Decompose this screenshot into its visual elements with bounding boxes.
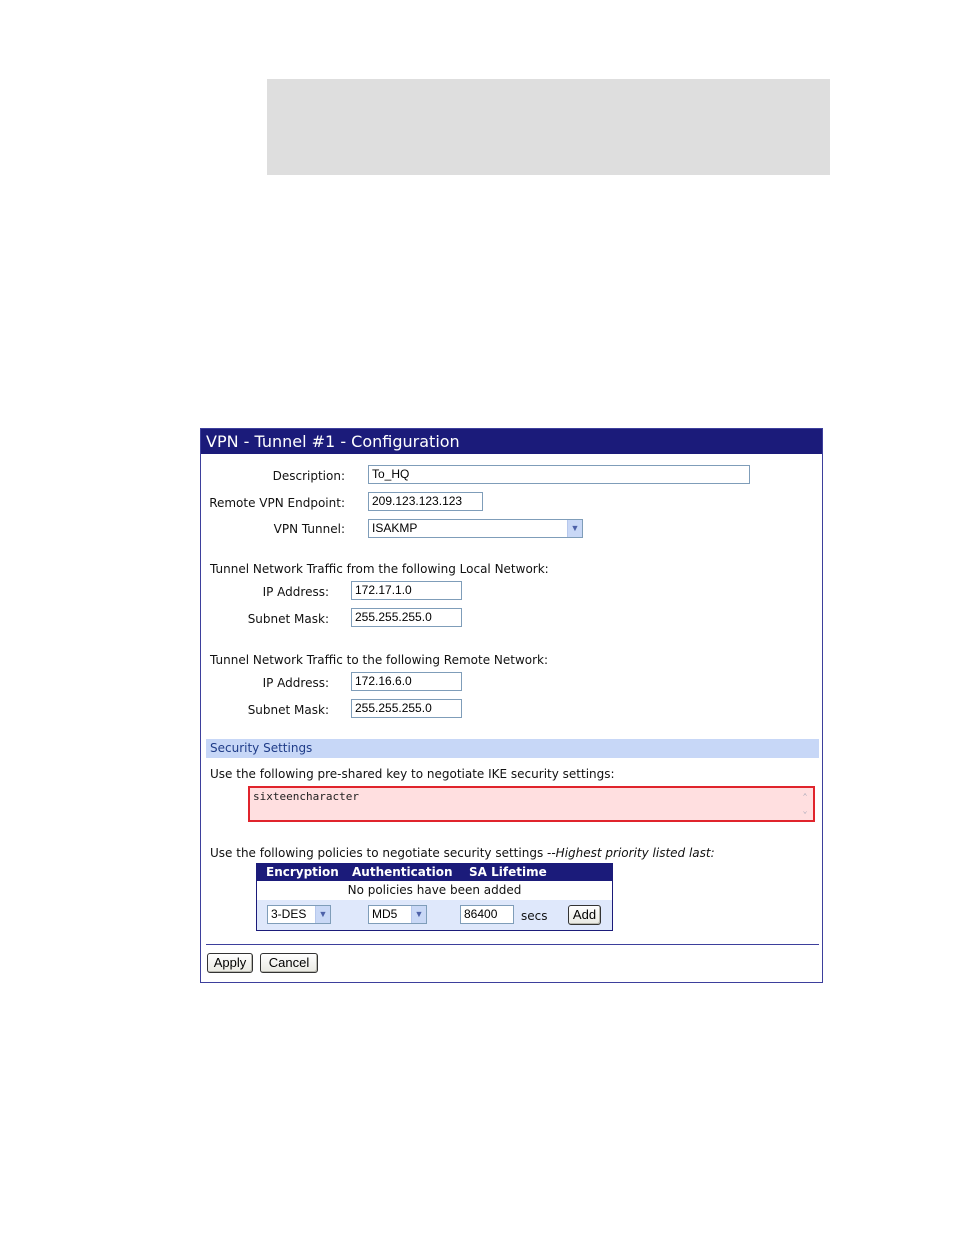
col-sa-lifetime: SA Lifetime	[469, 865, 547, 879]
psk-instruction: Use the following pre-shared key to negotiate IKE security settings:	[210, 767, 615, 781]
description-label: Description:	[272, 469, 345, 483]
remote-mask-input[interactable]: 255.255.255.0	[351, 699, 462, 718]
psk-scrollbar[interactable]	[799, 790, 811, 818]
authentication-selected-value: MD5	[372, 907, 398, 921]
local-mask-input[interactable]: 255.255.255.0	[351, 608, 462, 627]
encryption-selected-value: 3-DES	[271, 907, 307, 921]
remote-endpoint-input[interactable]: 209.123.123.123	[368, 492, 483, 511]
col-authentication: Authentication	[352, 865, 453, 879]
empty-policies-message: No policies have been added	[347, 883, 522, 897]
local-ip-label: IP Address:	[262, 585, 329, 599]
remote-network-heading: Tunnel Network Traffic to the following Remote Network:	[210, 653, 549, 667]
policy-table-header	[257, 864, 612, 881]
local-mask-label: Subnet Mask:	[247, 612, 329, 626]
psk-textarea[interactable]	[248, 786, 815, 822]
apply-button[interactable]: Apply	[207, 953, 253, 973]
remote-ip-input[interactable]: 172.16.6.0	[351, 672, 462, 691]
description-input[interactable]: To_HQ	[368, 465, 750, 484]
policies-instruction-italic: Highest priority listed last:	[555, 846, 715, 860]
scroll-down-arrow-icon[interactable]: ⌄	[802, 806, 808, 815]
sa-lifetime-unit: secs	[521, 909, 548, 923]
chevron-down-icon[interactable]: ▼	[315, 906, 330, 923]
remote-endpoint-label: Remote VPN Endpoint:	[209, 496, 345, 510]
panel-title: VPN - Tunnel #1 - Configuration	[201, 429, 822, 454]
header-placeholder-box	[267, 79, 830, 175]
chevron-down-icon[interactable]: ▼	[411, 906, 426, 923]
remote-mask-label: Subnet Mask:	[247, 703, 329, 717]
remote-ip-label: IP Address:	[262, 676, 329, 690]
action-divider	[206, 944, 819, 945]
col-encryption: Encryption	[266, 865, 339, 879]
add-policy-button[interactable]: Add	[568, 905, 601, 925]
security-settings-section-title: Security Settings	[206, 739, 819, 758]
vpn-tunnel-select[interactable]	[368, 519, 583, 538]
chevron-down-icon[interactable]: ▼	[567, 520, 582, 537]
vpn-tunnel-selected-value: ISAKMP	[372, 521, 418, 535]
sa-lifetime-input[interactable]: 86400	[460, 905, 514, 924]
local-network-heading: Tunnel Network Traffic from the following Local Network:	[210, 562, 549, 576]
encryption-select[interactable]	[267, 905, 331, 924]
policy-table	[256, 863, 613, 931]
vpn-tunnel-label: VPN Tunnel:	[273, 522, 345, 536]
policies-instruction-text: Use the following policies to negotiate security settings --	[210, 846, 556, 860]
scroll-up-arrow-icon[interactable]: ⌃	[802, 792, 808, 801]
cancel-button[interactable]: Cancel	[260, 953, 318, 973]
policies-instruction	[210, 846, 715, 860]
add-policy-row	[257, 900, 612, 930]
vpn-config-panel	[200, 428, 823, 983]
psk-value: sixteencharacter	[253, 790, 359, 803]
local-ip-input[interactable]: 172.17.1.0	[351, 581, 462, 600]
authentication-select[interactable]	[368, 905, 427, 924]
